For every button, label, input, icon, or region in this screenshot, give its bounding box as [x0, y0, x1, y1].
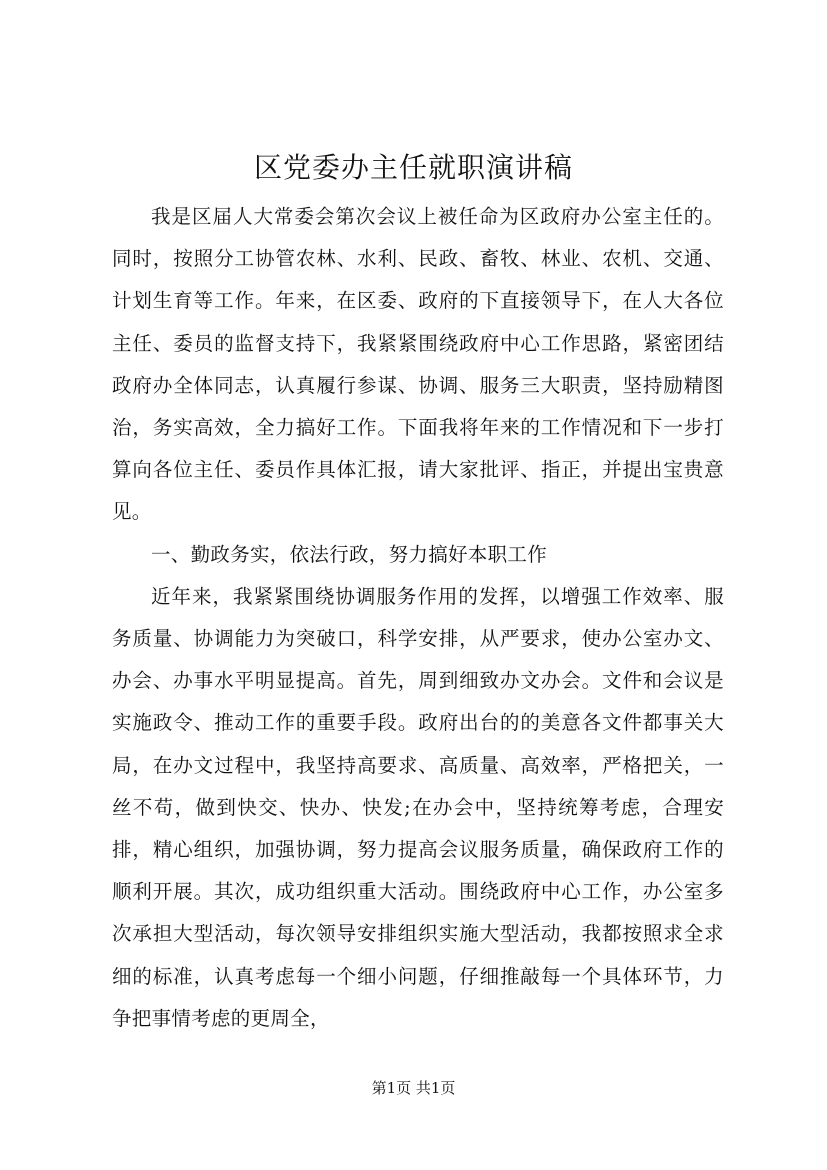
page-footer: 第1页 共1页 — [371, 1079, 456, 1097]
document-body — [112, 196, 724, 1040]
paragraph-section-one: 近年来，我紧紧围绕协调服务作用的发挥，以增强工作效率、服务质量、协调能力为突破口，科学安排，从严要求，使办公室办文、办会、办事水平明显提高。首先，周到细致办文办会。文件和会议是实施政令、推动工作的重要手段。政府出台的的美意各文件都事关大局，在办文过程中，我坚持高要求、高质量、高效率，严格把关，一丝不苟，做到快交、快办、快发;在办会中，坚持统筹考虑，合理安排，精心组织，加强协调，努力提高会议服务质量，确保政府工作的顺利开展。其次，成功组织重大活动。围绕政府中心工作，办公室多次承担大型活动，每次领导安排组织实施大型活动，我都按照求全求细的标准，认真考虑每一个细小问题，仔细推敲每一个具体环节，力争把事情考虑的更周全， — [112, 584, 724, 1030]
paragraph-intro: 我是区届人大常委会第次会议上被任命为区政府办公室主任的。同时，按照分工协管农林、水利、民政、畜牧、林业、农机、交通、计划生育等工作。年来，在区委、政府的下直接领导下，在人大各位主任、委员的监督支持下，我紧紧围绕政府中心工作思路，紧密团结政府办全体同志，认真履行参谋、协调、服务三大职责，坚持励精图治，务实高效，全力搞好工作。下面我将年来的工作情况和下一步打算向各位主任、委员作具体汇报，请大家批评、指正，并提出宝贵意见。 — [112, 205, 724, 524]
document-title: 区党委办主任就职演讲稿 — [253, 151, 573, 184]
section-heading: 一、勤政务实，依法行政，努力搞好本职工作 — [151, 542, 548, 566]
